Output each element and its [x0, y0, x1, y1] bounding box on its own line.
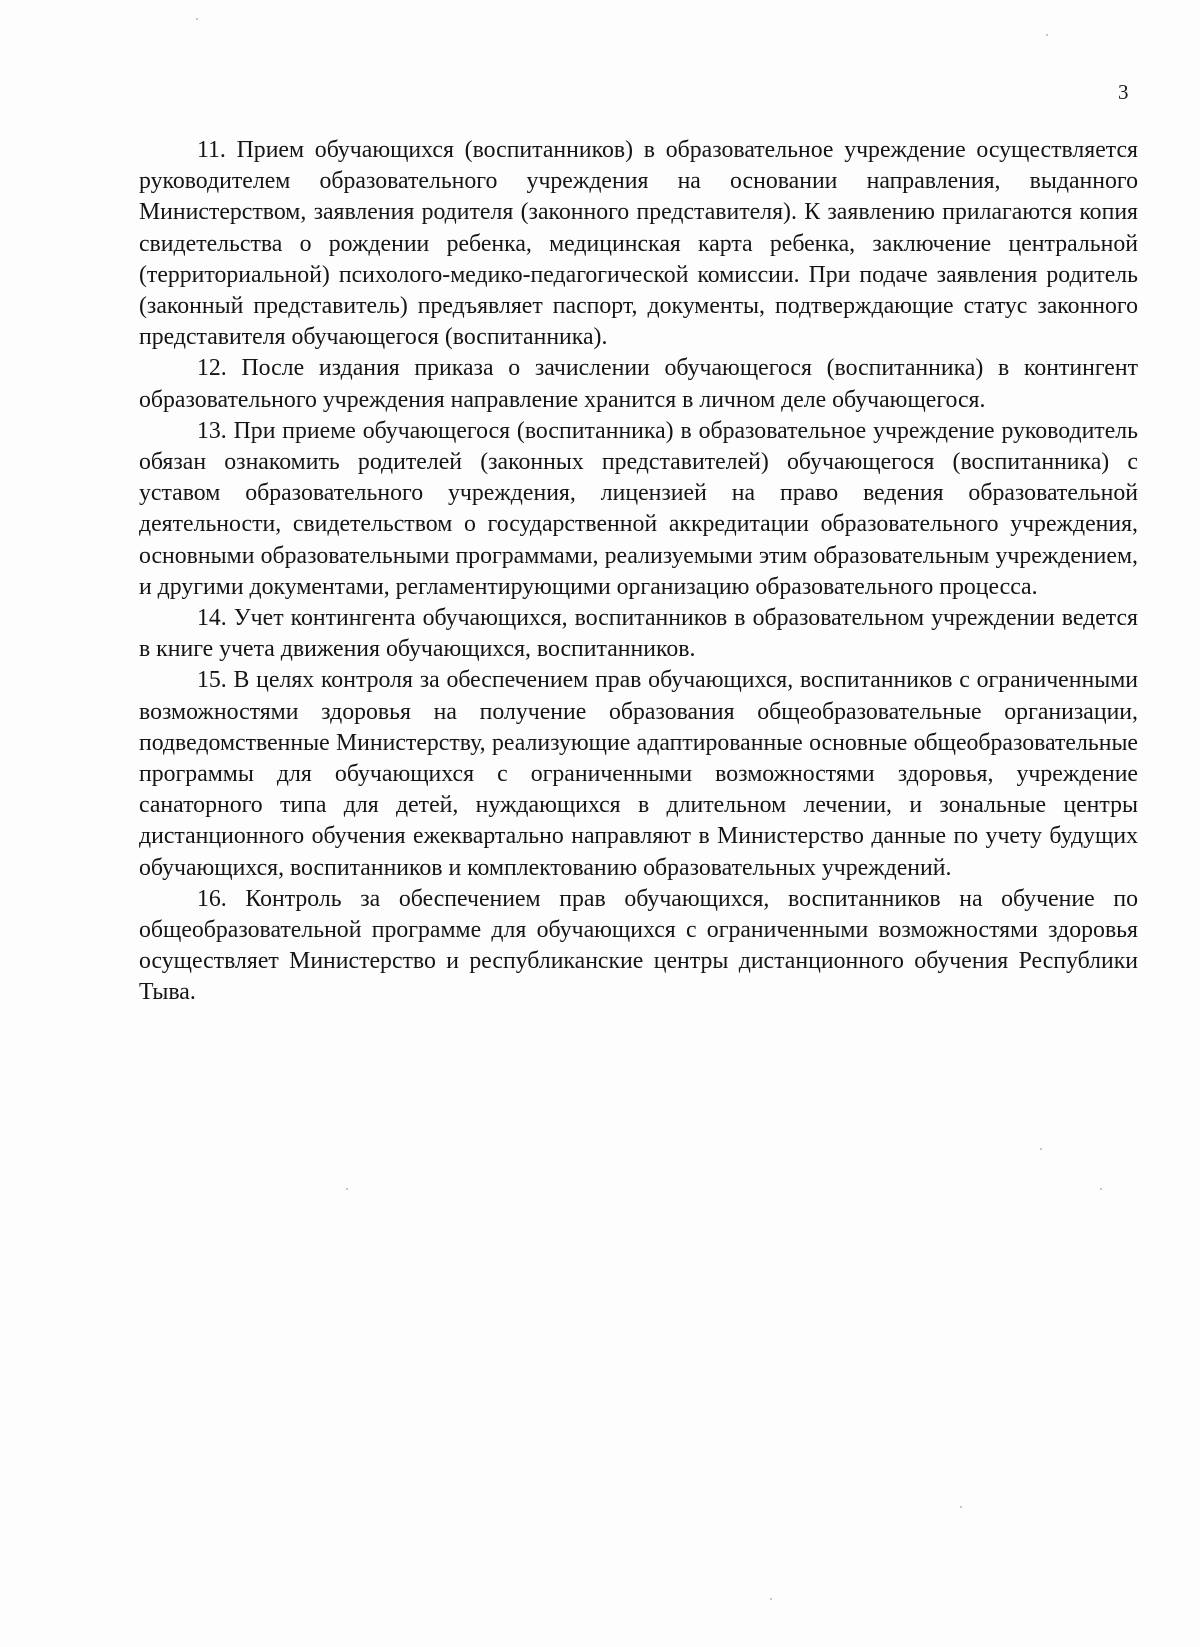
- paragraph-14: 14. Учет контингента обучающихся, воспитанников в образовательном учреждении ведется в книге учета движения обучающихся, воспитанников.: [139, 605, 1138, 663]
- scan-speck: [770, 1598, 772, 1600]
- paragraph-12: 12. После издания приказа о зачислении обучающегося (воспитанника) в контингент образовательного учреждения направление хранится в личном деле обучающегося.: [139, 355, 1138, 413]
- scan-speck: [1040, 1148, 1042, 1150]
- scan-speck: [1046, 34, 1048, 36]
- paragraph-15: 15. В целях контроля за обеспечением прав обучающихся, воспитанников с ограниченными возможностями здоровья на получение образования общеобразовательные организации, подведомственные Министерству, реализующие адаптированные основные общеобразовательные программы для обучающихся с ограниченными возможностями здоровья, учреждение санаторного типа для детей, нуждающихся в длительном лечении, и зональные центры дистанционного обучения ежеквартально направляют в Министерство данные по учету будущих обучающихся, воспитанников и комплектованию образовательных учреждений.: [139, 667, 1138, 881]
- document-body: [139, 135, 1138, 1009]
- scan-speck: [346, 1188, 348, 1190]
- scan-speck: [1100, 1188, 1102, 1190]
- page-number: 3: [1118, 80, 1129, 104]
- scan-speck: [960, 1506, 962, 1508]
- paragraph-16: 16. Контроль за обеспечением прав обучающихся, воспитанников на обучение по общеобразовательной программе для обучающихся с ограниченными возможностями здоровья осуществляет Министерство и республиканские центры дистанционного обучения Республики Тыва.: [139, 885, 1138, 1006]
- scan-speck: [196, 18, 198, 20]
- paragraph-11: 11. Прием обучающихся (воспитанников) в образовательное учреждение осуществляется руководителем образовательного учреждения на основании направления, выданного Министерством, заявления родителя (законного представителя). К заявлению прилагаются копия свидетельства о рождении ребенка, медицинская карта ребенка, заключение центральной (территориальной) психолого-медико-педагогической комиссии. При подаче заявления родитель (законный представитель) предъявляет паспорт, документы, подтверждающие статус законного представителя обучающегося (воспитанника).: [139, 137, 1138, 351]
- paragraph-13: 13. При приеме обучающегося (воспитанника) в образовательное учреждение руководитель обязан ознакомить родителей (законных представителей) обучающегося (воспитанника) с уставом образовательного учреждения, лицензией на право ведения образовательной деятельности, свидетельством о государственной аккредитации образовательного учреждения, основными образовательными программами, реализуемыми этим образовательным учреждением, и другими документами, регламентирующими организацию образовательного процесса.: [139, 417, 1138, 600]
